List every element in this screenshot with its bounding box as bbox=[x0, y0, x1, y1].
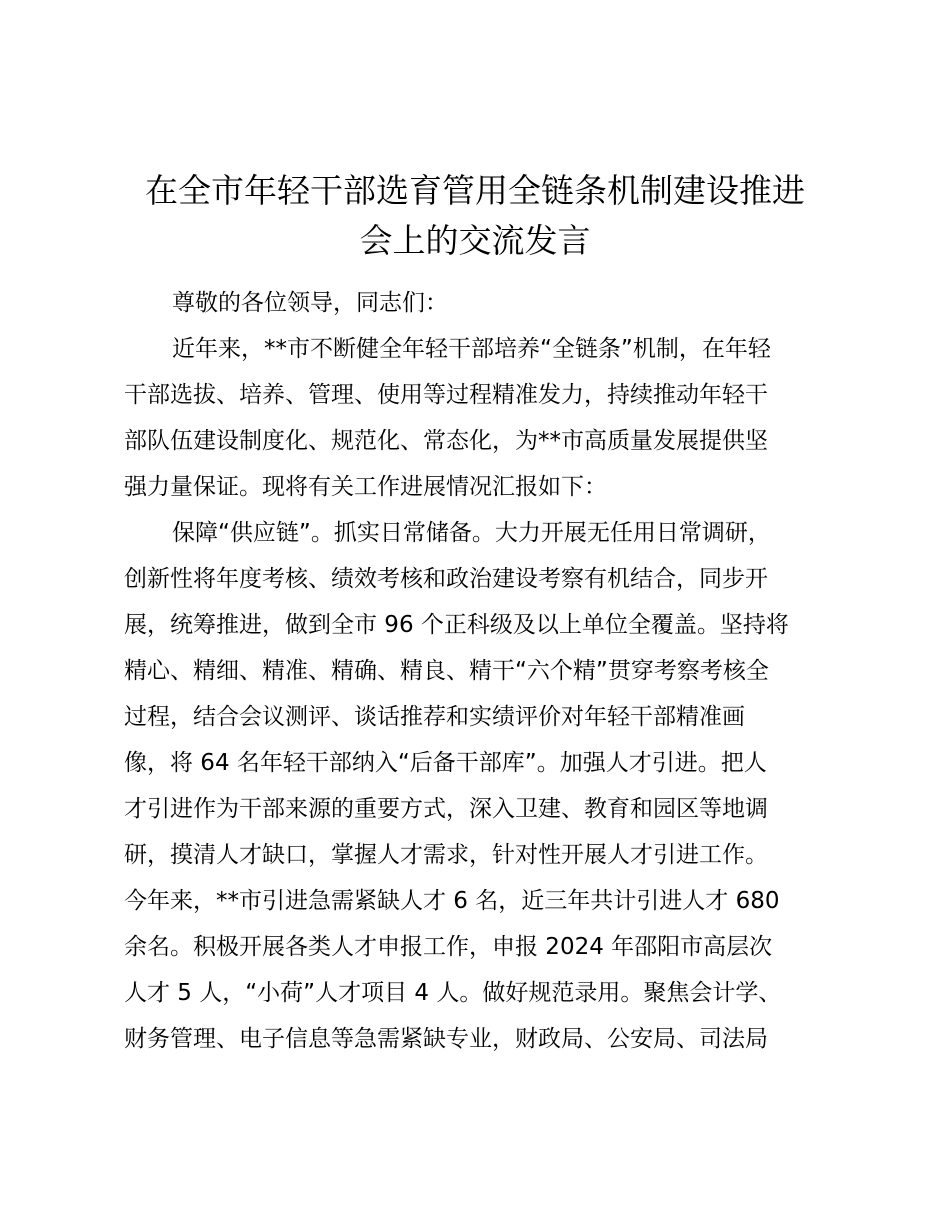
document-title bbox=[100, 166, 850, 266]
title-line: 在全市年轻干部选育管用全链条机制建设推进 bbox=[145, 171, 805, 210]
paragraph-line: 保障“供应链”。抓实日常储备。大力开展无任用日常调研， bbox=[172, 520, 771, 546]
paragraph-line: 近年来，**市不断健全年轻干部培养“全链条”机制，在年轻 bbox=[172, 336, 771, 362]
salutation: 尊敬的各位领导，同志们： bbox=[172, 290, 448, 316]
paragraph-line: 强力量保证。现将有关工作进展情况汇报如下： bbox=[124, 474, 607, 500]
paragraph-line: 过程，结合会议测评、谈话推荐和实绩评价对年轻干部精准画 bbox=[124, 704, 745, 730]
paragraph-line: 才引进作为干部来源的重要方式，深入卫建、教育和园区等地调 bbox=[124, 796, 768, 822]
paragraph-line: 研，摸清人才缺口，掌握人才需求，针对性开展人才引进工作。 bbox=[124, 842, 768, 868]
paragraph-line: 今年来，**市引进急需紧缺人才 6 名，近三年共计引进人才 680 bbox=[124, 888, 780, 914]
paragraph-line: 干部选拔、培养、管理、使用等过程精准发力，持续推动年轻干 bbox=[124, 382, 768, 408]
paragraph-line: 人才 5 人，“小荷”人才项目 4 人。做好规范录用。聚焦会计学、 bbox=[124, 980, 782, 1006]
title-line: 会上的交流发言 bbox=[359, 221, 591, 260]
paragraph-line: 余名。积极开展各类人才申报工作，申报 2024 年邵阳市高层次 bbox=[124, 934, 773, 960]
paragraph-line: 精心、精细、精准、精确、精良、精干“六个精”贯穿考察考核全 bbox=[124, 658, 769, 684]
paragraph-line: 像，将 64 名年轻干部纳入“后备干部库”。加强人才引进。把人 bbox=[124, 750, 767, 776]
paragraph-line: 部队伍建设制度化、规范化、常态化，为**市高质量发展提供坚 bbox=[124, 428, 768, 454]
paragraph-line: 展，统筹推进，做到全市 96 个正科级及以上单位全覆盖。坚持将 bbox=[124, 612, 789, 638]
paragraph-line: 财务管理、电子信息等急需紧缺专业，财政局、公安局、司法局 bbox=[124, 1026, 768, 1052]
paragraph-line: 创新性将年度考核、绩效考核和政治建设考察有机结合，同步开 bbox=[124, 566, 768, 592]
document-body bbox=[124, 280, 834, 1062]
